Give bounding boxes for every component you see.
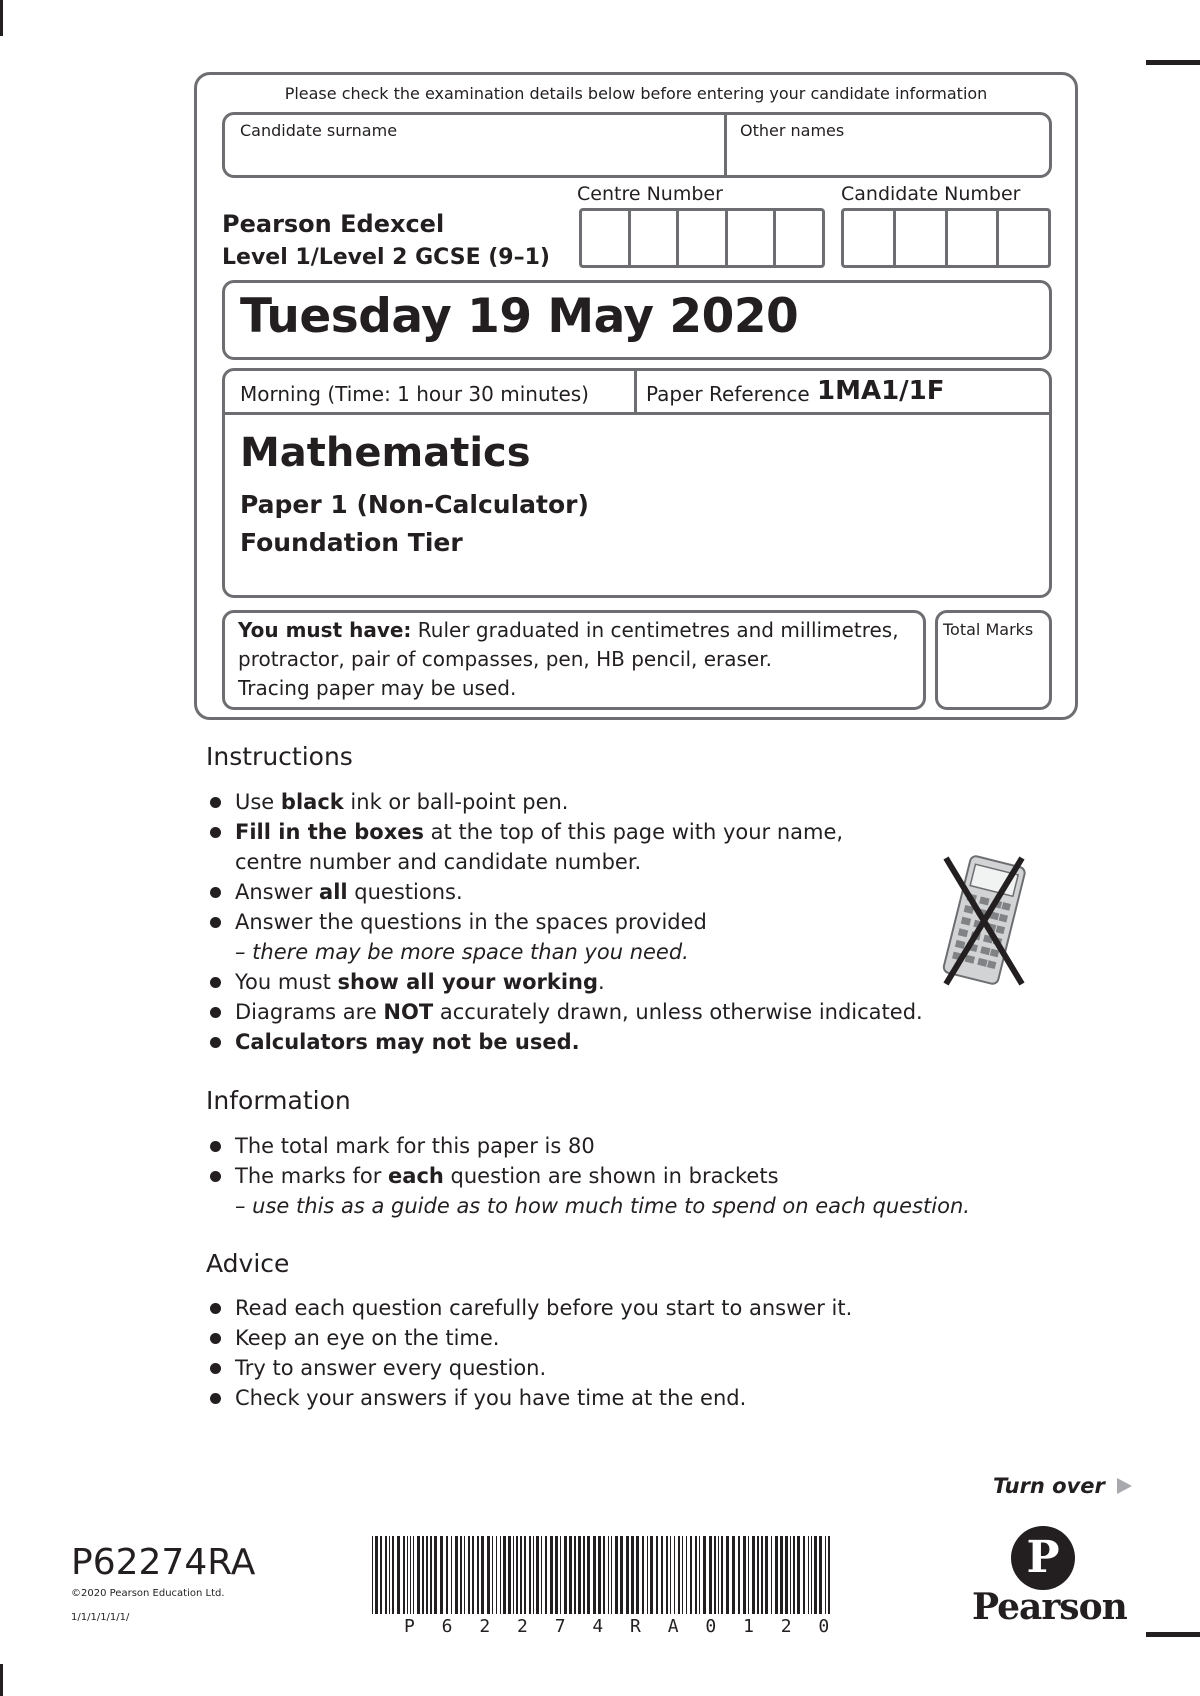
centre-number-label: Centre Number — [577, 183, 723, 205]
paper-name: Paper 1 (Non-Calculator) — [240, 490, 589, 519]
barcode-bar — [686, 1536, 687, 1614]
requirements-line3: Tracing paper may be used. — [238, 676, 517, 700]
barcode-bar — [403, 1536, 405, 1614]
candidate-number-digit[interactable] — [999, 211, 1048, 265]
print-code: 1/1/1/1/1/1/ — [71, 1612, 130, 1623]
other-names-field[interactable]: Other names — [740, 121, 845, 140]
instructions-list — [208, 787, 923, 1057]
barcode-bar — [380, 1536, 382, 1614]
list-item: Calculators may not be used. — [208, 1027, 923, 1057]
pearson-logo — [968, 1526, 1128, 1636]
candidate-number-digit[interactable] — [896, 211, 948, 265]
barcode-bar — [468, 1536, 470, 1614]
requirements-text — [238, 616, 918, 703]
centre-number-boxes[interactable] — [579, 208, 825, 268]
list-item: The marks for each question are shown in brackets – use this as a guide as to how much time to spend on each question. — [208, 1161, 970, 1221]
barcode-bar — [690, 1536, 692, 1614]
barcode-bar — [819, 1536, 822, 1614]
barcode-bar — [790, 1536, 791, 1614]
barcode-bar — [828, 1536, 830, 1614]
barcode-bar — [397, 1536, 400, 1614]
list-item: Diagrams are NOT accurately drawn, unless otherwise indicated. — [208, 997, 923, 1027]
tier: Foundation Tier — [240, 528, 463, 557]
barcode-bar — [771, 1536, 772, 1614]
barcode-bar — [598, 1536, 601, 1614]
barcode-bar — [513, 1536, 514, 1614]
barcode-bar — [503, 1536, 506, 1614]
registration-mark-bottom-right — [1146, 1632, 1200, 1637]
centre-number-digit[interactable] — [582, 211, 631, 265]
barcode-bar — [775, 1536, 778, 1614]
barcode-bar — [446, 1536, 448, 1614]
paper-reference-label: Paper Reference — [646, 382, 810, 406]
barcode-bar — [413, 1536, 414, 1614]
exam-date: Tuesday 19 May 2020 — [240, 289, 799, 344]
registration-mark-bottom-left — [0, 1664, 3, 1696]
barcode-bar — [451, 1536, 452, 1614]
barcode-bar — [636, 1536, 639, 1614]
barcode-bar — [460, 1536, 462, 1614]
pearson-wordmark: Pearson — [972, 1586, 1127, 1628]
barcode-bar — [541, 1536, 542, 1614]
barcode-bar — [732, 1536, 735, 1614]
barcode-bar — [560, 1536, 561, 1614]
barcode-bar — [703, 1536, 706, 1614]
requirements-bold: You must have: — [238, 618, 412, 642]
barcode-bar — [477, 1536, 479, 1614]
barcode-bar — [615, 1536, 618, 1614]
barcode-bar — [417, 1536, 420, 1614]
barcode-bar — [797, 1536, 800, 1614]
barcode-bar — [726, 1536, 729, 1614]
turn-over-link[interactable] — [993, 1474, 1132, 1498]
paper-reference: 1MA1/1F — [817, 376, 945, 406]
barcode-bar — [426, 1536, 428, 1614]
candidate-number-label: Candidate Number — [841, 183, 1021, 205]
barcode-bar — [656, 1536, 658, 1614]
instructions-heading: Instructions — [206, 742, 353, 771]
subject-title: Mathematics — [240, 430, 531, 476]
copyright: ©2020 Pearson Education Ltd. — [71, 1588, 225, 1599]
barcode-bar — [650, 1536, 653, 1614]
barcode-bar — [709, 1536, 712, 1614]
barcode-bar — [545, 1536, 547, 1614]
requirements-line2: protractor, pair of compasses, pen, HB pencil, eraser. — [238, 647, 772, 671]
registration-mark-top-right — [1146, 60, 1200, 65]
barcode-bar — [780, 1536, 783, 1614]
barcode-text: P 6 2 2 7 4 R A 0 1 2 0 — [404, 1616, 838, 1637]
barcode-bar — [738, 1536, 740, 1614]
candidate-number-boxes[interactable] — [841, 208, 1051, 268]
registration-mark-left — [0, 0, 3, 36]
barcode-bar — [808, 1536, 809, 1614]
barcode-bar — [569, 1536, 572, 1614]
barcode-bar — [516, 1536, 518, 1614]
barcode-bar — [375, 1536, 378, 1614]
total-marks-label: Total Marks — [943, 620, 1034, 639]
information-list — [208, 1131, 970, 1221]
centre-number-digit[interactable] — [631, 211, 680, 265]
list-item: Answer all questions. — [208, 877, 923, 907]
barcode-bar — [674, 1536, 675, 1614]
barcode-bar — [714, 1536, 716, 1614]
barcode-bar — [555, 1536, 558, 1614]
barcode-bar — [410, 1536, 411, 1614]
barcode-bar — [785, 1536, 788, 1614]
barcode-bar — [529, 1536, 531, 1614]
barcode-bar — [434, 1536, 437, 1614]
barcode-bar — [372, 1536, 373, 1614]
barcode-bar — [564, 1536, 567, 1614]
session-vertical-divider — [634, 371, 637, 414]
barcode-bar — [492, 1536, 493, 1614]
barcode-bar — [611, 1536, 612, 1614]
barcode-bar — [455, 1536, 458, 1614]
requirements-line1: Ruler graduated in centimetres and millimetres, — [411, 618, 899, 642]
barcode-bar — [392, 1536, 394, 1614]
barcode-bar — [533, 1536, 534, 1614]
barcode-bar — [496, 1536, 497, 1614]
candidate-number-digit[interactable] — [844, 211, 896, 265]
barcode-bar — [748, 1536, 749, 1614]
list-item: You must show all your working. — [208, 967, 923, 997]
barcode-bar — [825, 1536, 826, 1614]
barcode-bar — [608, 1536, 609, 1614]
triangle-right-icon — [1116, 1478, 1132, 1494]
barcode-bar — [743, 1536, 746, 1614]
paper-code: P62274RA — [71, 1542, 256, 1583]
barcode-bar — [520, 1536, 522, 1614]
barcode-bar — [464, 1536, 465, 1614]
barcode-bar — [440, 1536, 443, 1614]
barcode-bar — [536, 1536, 539, 1614]
barcode-bar — [765, 1536, 768, 1614]
barcode-bar — [793, 1536, 795, 1614]
list-item: Try to answer every question. — [208, 1353, 852, 1383]
barcode-bar — [603, 1536, 605, 1614]
barcode-bar — [587, 1536, 590, 1614]
barcode-bar — [385, 1536, 387, 1614]
barcode-bar — [583, 1536, 585, 1614]
barcode-bar — [508, 1536, 511, 1614]
barcode-bar — [670, 1536, 671, 1614]
barcode-bar — [626, 1536, 629, 1614]
barcode-bar — [389, 1536, 390, 1614]
qualification-level: Level 1/Level 2 GCSE (9–1) — [222, 245, 550, 270]
barcode-bar — [578, 1536, 581, 1614]
check-notice: Please check the examination details below before entering your candidate information — [284, 84, 988, 103]
session-divider — [225, 412, 1049, 415]
barcode-bar — [814, 1536, 817, 1614]
barcode-bar — [642, 1536, 644, 1614]
barcode-bar — [678, 1536, 680, 1614]
centre-number-digit[interactable] — [728, 211, 777, 265]
barcode-bar — [631, 1536, 634, 1614]
list-item: The total mark for this paper is 80 — [208, 1131, 970, 1161]
barcode-bar — [481, 1536, 484, 1614]
advice-list — [208, 1293, 852, 1413]
barcode-bar — [500, 1536, 501, 1614]
barcode-bar — [761, 1536, 763, 1614]
barcode-bar — [574, 1536, 576, 1614]
barcode-bar — [524, 1536, 526, 1614]
barcode — [370, 1536, 835, 1618]
centre-number-digit[interactable] — [776, 211, 822, 265]
candidate-surname-field[interactable]: Candidate surname — [240, 121, 398, 140]
turn-over-label: Turn over — [993, 1474, 1105, 1498]
barcode-bar — [661, 1536, 663, 1614]
list-item: Use black ink or ball-point pen. — [208, 787, 923, 817]
list-item: Answer the questions in the spaces provided – there may be more space than you need. — [208, 907, 923, 967]
exam-board: Pearson Edexcel — [222, 210, 445, 238]
barcode-bar — [620, 1536, 623, 1614]
candidate-number-digit[interactable] — [948, 211, 1000, 265]
barcode-bar — [647, 1536, 648, 1614]
barcode-bar — [752, 1536, 755, 1614]
information-heading: Information — [206, 1086, 351, 1115]
no-calculator-icon — [938, 852, 1030, 990]
name-divider — [724, 115, 727, 175]
barcode-bar — [487, 1536, 490, 1614]
barcode-bar — [407, 1536, 408, 1614]
barcode-bar — [811, 1536, 812, 1614]
barcode-bar — [718, 1536, 719, 1614]
barcode-bar — [721, 1536, 723, 1614]
barcode-bar — [682, 1536, 683, 1614]
advice-heading: Advice — [206, 1249, 290, 1278]
barcode-bar — [593, 1536, 596, 1614]
barcode-bar — [422, 1536, 424, 1614]
barcode-bar — [472, 1536, 474, 1614]
barcode-bar — [695, 1536, 697, 1614]
list-item: Read each question carefully before you start to answer it. — [208, 1293, 852, 1323]
barcode-bar — [757, 1536, 759, 1614]
centre-number-digit[interactable] — [679, 211, 728, 265]
pearson-logo-mark: P — [1011, 1526, 1075, 1590]
list-item: Keep an eye on the time. — [208, 1323, 852, 1353]
barcode-bar — [430, 1536, 432, 1614]
barcode-bar — [699, 1536, 700, 1614]
exam-session: Morning (Time: 1 hour 30 minutes) — [240, 382, 589, 406]
list-item: Fill in the boxes at the top of this page with your name, centre number and candidate number. — [208, 817, 923, 877]
list-item: Check your answers if you have time at the end. — [208, 1383, 852, 1413]
barcode-bar — [803, 1536, 805, 1614]
barcode-bar — [666, 1536, 668, 1614]
barcode-bar — [550, 1536, 553, 1614]
